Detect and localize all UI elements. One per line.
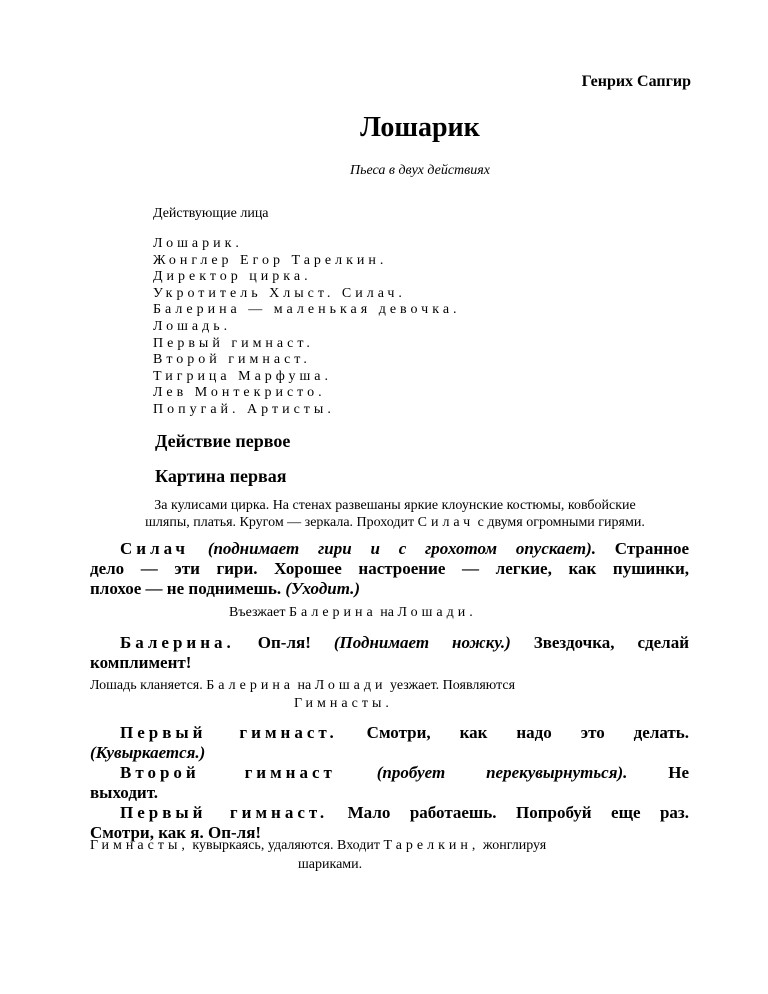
character-name: Силач (417, 515, 475, 530)
character-name: Балерина (206, 678, 295, 693)
play-subtitle: Пьеса в двух действиях (350, 163, 490, 178)
stage-direction-4-cont: шариками. (298, 857, 363, 872)
cast-item: Лошадь. (153, 318, 232, 334)
stage-remark: (Уходит.) (285, 579, 361, 598)
speaker-name: Первый гимнаст. (120, 723, 338, 742)
scene-heading: Картина первая (155, 466, 287, 486)
stage-text: с двумя огромными гирями. (474, 515, 645, 530)
stage-text: жонглируя (479, 838, 547, 853)
stage-text: . (385, 696, 389, 711)
dialogue-balerina (90, 633, 689, 673)
stage-remark: (Поднимает ножку.) (333, 633, 511, 652)
dialogue-text: Мало работаешь. Попробуй еще раз. (328, 803, 689, 822)
stage-text: на (294, 678, 315, 693)
dialogue-text: выходит. (90, 783, 159, 802)
stage-direction-line: За кулисами цирка. На стенах развешаны яркие клоунские костюмы, ковбойские (154, 498, 636, 513)
speaker-name: Первый гимнаст. (120, 803, 329, 822)
stage-remark: (пробует перекувырнуться). (376, 763, 628, 782)
character-name: Лошади (314, 678, 387, 693)
speaker-name: Второй гимнаст (120, 763, 336, 782)
cast-item: Укротитель Хлыст. Силач. (153, 285, 406, 301)
stage-text: кувыркаясь, удаляются. Входит (188, 838, 384, 853)
stage-text: уезжает. Появляются (386, 678, 516, 693)
cast-list (153, 236, 461, 419)
cast-item: Первый гимнаст. (153, 335, 314, 351)
stage-direction-2 (229, 605, 473, 621)
dialogue-text: дело — эти гири. Хорошее настроение — легкие, как пушинки, (90, 559, 689, 578)
stage-text: . (469, 605, 473, 620)
dialogue-gymnasts (90, 723, 689, 843)
stage-direction-3-cont (294, 696, 389, 712)
play-title: Лошарик (360, 112, 480, 143)
dialogue-text: комплимент! (90, 653, 192, 672)
speaker-name: Силач (120, 539, 190, 558)
stage-direction-line (0, 514, 768, 531)
author-name: Генрих Сапгир (581, 73, 691, 90)
dialogue-text: Оп-ля! (234, 633, 334, 652)
stage-text: на (376, 605, 398, 620)
cast-item: Лошарик. (153, 236, 243, 251)
dialogue-text: Смотри, как я. Оп-ля! (90, 823, 262, 842)
character-name: Балерина (288, 605, 377, 620)
dialogue-text: Не (668, 763, 690, 782)
dialogue-text: Смотри, как надо это делать. (366, 723, 690, 742)
cast-heading: Действующие лица (153, 206, 269, 221)
character-name: Тарелкин, (383, 838, 480, 853)
cast-item: Жонглер Егор Тарелкин. (153, 252, 388, 268)
cast-item: Лев Монтекристо. (153, 385, 326, 401)
stage-direction-4 (90, 838, 546, 854)
character-name: Лошади (397, 605, 470, 620)
dialogue-text: Звездочка, сделай (510, 633, 690, 652)
dialogue-text: плохое — не поднимешь. (90, 579, 286, 598)
character-name: Гимнасты (294, 696, 386, 711)
cast-item: Попугай. Артисты. (153, 401, 335, 417)
cast-item: Балерина — маленькая девочка. (153, 302, 461, 318)
stage-text: Въезжает (229, 605, 289, 620)
stage-direction-3 (90, 678, 515, 694)
stage-direction-1 (0, 497, 768, 531)
cast-item: Второй гимнаст. (153, 352, 311, 368)
dialogue-silach (90, 539, 689, 599)
stage-remark: (Кувыркается.) (90, 743, 206, 762)
cast-item: Тигрица Марфуша. (153, 368, 333, 384)
cast-item: Директор цирка. (153, 269, 312, 285)
stage-text: шляпы, платья. Кругом — зеркала. Проходит (145, 515, 418, 530)
speaker-name: Балерина. (120, 633, 235, 652)
act-heading: Действие первое (155, 431, 291, 451)
stage-remark: (поднимает гири и с грохотом опускает). (207, 539, 597, 558)
character-name: Гимнасты, (90, 838, 189, 853)
stage-text: Лошадь кланяется. (90, 678, 207, 693)
dialogue-text: Странное (596, 539, 689, 558)
